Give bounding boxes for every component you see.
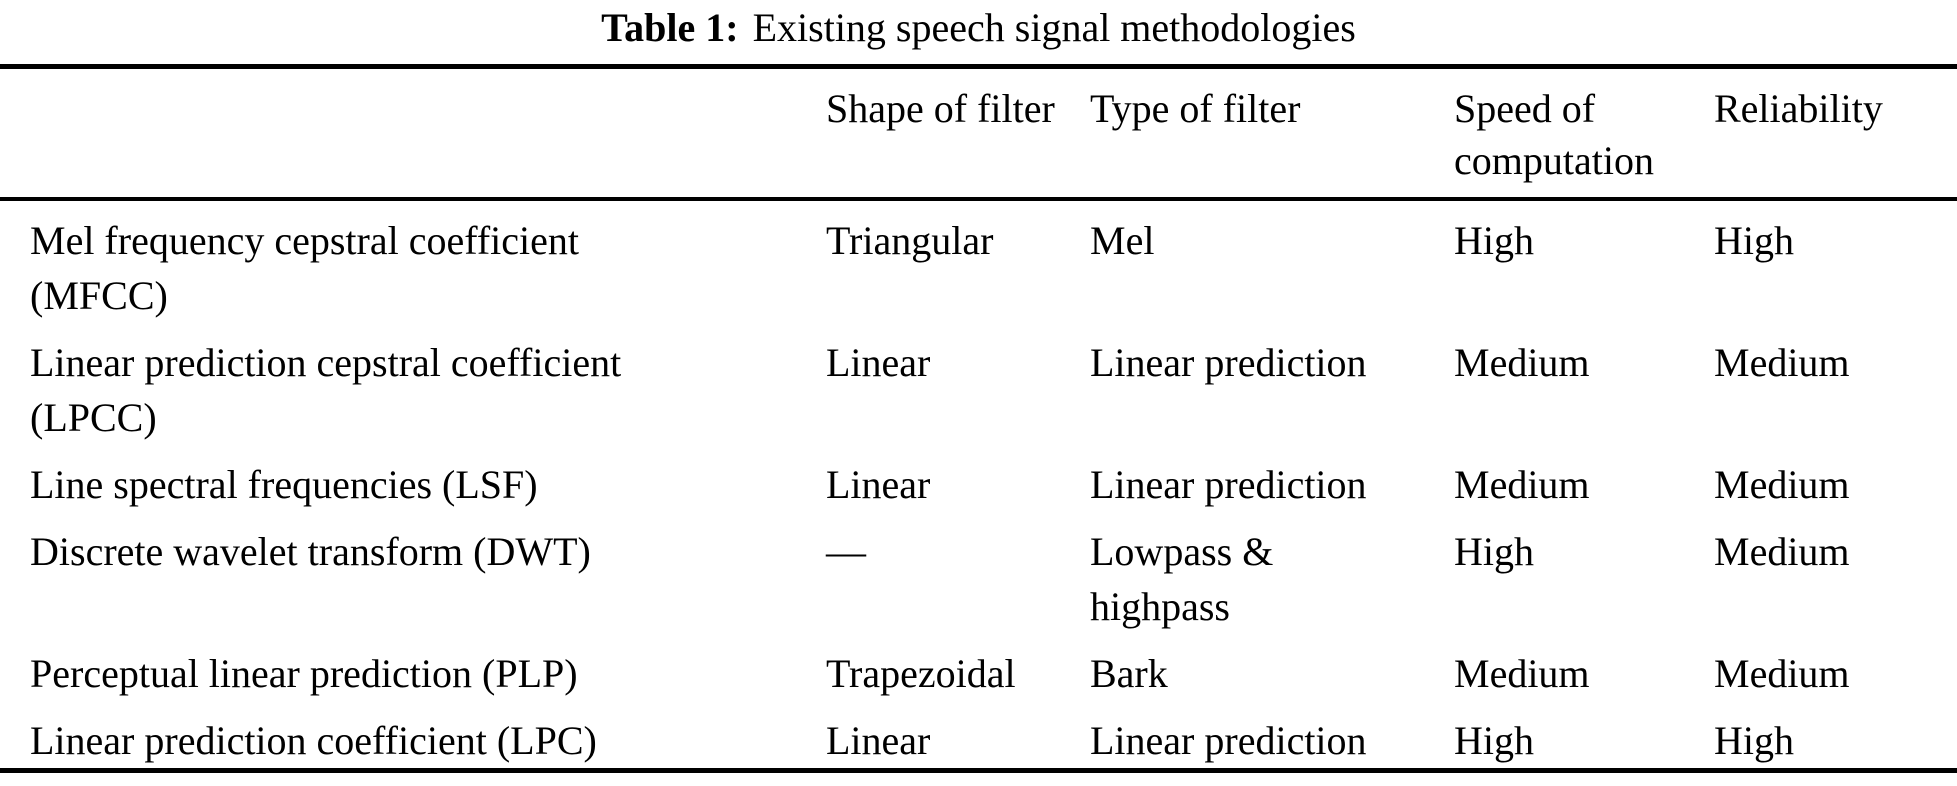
cell-line: Medium bbox=[1714, 462, 1850, 507]
type-cell bbox=[1090, 512, 1454, 634]
cell-line: Linear bbox=[826, 462, 931, 507]
cell-line: Trapezoidal bbox=[826, 651, 1016, 696]
shape-cell bbox=[826, 701, 1090, 771]
cell-line: Perceptual linear prediction (PLP) bbox=[30, 651, 578, 696]
method-cell bbox=[0, 512, 826, 634]
speed-cell bbox=[1454, 445, 1714, 512]
reliability-cell bbox=[1714, 445, 1957, 512]
cell-line: High bbox=[1714, 218, 1794, 263]
cell-line: Medium bbox=[1714, 340, 1850, 385]
shape-cell bbox=[826, 323, 1090, 445]
speed-cell bbox=[1454, 701, 1714, 771]
header-type-cell: Type of filter bbox=[1090, 86, 1301, 131]
reliability-cell bbox=[1714, 199, 1957, 323]
type-cell bbox=[1090, 445, 1454, 512]
cell-line: Lowpass & bbox=[1090, 529, 1274, 574]
type-cell bbox=[1090, 199, 1454, 323]
shape-cell bbox=[826, 445, 1090, 512]
table-row-mfcc bbox=[0, 199, 1957, 323]
cell-line: Linear prediction bbox=[1090, 340, 1367, 385]
cell-line: Bark bbox=[1090, 651, 1168, 696]
table-caption-label: Table 1: bbox=[601, 5, 739, 50]
method-cell bbox=[0, 199, 826, 323]
speed-cell bbox=[1454, 323, 1714, 445]
table-row-lsf bbox=[0, 445, 1957, 512]
table-row-lpc bbox=[0, 701, 1957, 771]
cell-line: Medium bbox=[1454, 651, 1590, 696]
table-caption-text: Existing speech signal methodologies bbox=[752, 5, 1356, 50]
reliability-cell bbox=[1714, 701, 1957, 771]
speed-cell bbox=[1454, 199, 1714, 323]
method-cell bbox=[0, 323, 826, 445]
cell-line: Mel bbox=[1090, 218, 1155, 263]
speed-cell bbox=[1454, 634, 1714, 701]
cell-line: — bbox=[826, 529, 866, 574]
reliability-cell bbox=[1714, 634, 1957, 701]
cell-line: (MFCC) bbox=[30, 273, 168, 318]
reliability-cell bbox=[1714, 323, 1957, 445]
cell-line: Medium bbox=[1714, 651, 1850, 696]
table-row-lpcc bbox=[0, 323, 1957, 445]
shape-cell bbox=[826, 199, 1090, 323]
cell-line: Linear prediction bbox=[1090, 462, 1367, 507]
header-speed-cell: Speed of computation bbox=[1454, 86, 1654, 183]
cell-line: Linear prediction coefficient (LPC) bbox=[30, 718, 597, 763]
method-cell bbox=[0, 445, 826, 512]
cell-line: Linear bbox=[826, 340, 931, 385]
type-cell bbox=[1090, 634, 1454, 701]
method-cell bbox=[0, 634, 826, 701]
speed-cell bbox=[1454, 512, 1714, 634]
header-method-cell bbox=[0, 67, 826, 200]
cell-line: Linear bbox=[826, 718, 931, 763]
cell-line: Linear prediction bbox=[1090, 718, 1367, 763]
type-cell bbox=[1090, 701, 1454, 771]
cell-line: Medium bbox=[1454, 340, 1590, 385]
table-row-dwt bbox=[0, 512, 1957, 634]
shape-cell bbox=[826, 634, 1090, 701]
cell-line: (LPCC) bbox=[30, 395, 157, 440]
table-caption bbox=[0, 0, 1957, 64]
method-cell bbox=[0, 701, 826, 771]
cell-line: Discrete wavelet transform (DWT) bbox=[30, 529, 591, 574]
cell-line: highpass bbox=[1090, 584, 1230, 629]
header-shape-cell: Shape of filter bbox=[826, 86, 1055, 131]
cell-line: Linear prediction cepstral coefficient bbox=[30, 340, 622, 385]
reliability-cell bbox=[1714, 512, 1957, 634]
cell-line: Mel frequency cepstral coefficient bbox=[30, 218, 579, 263]
cell-line: High bbox=[1454, 218, 1534, 263]
header-row bbox=[0, 67, 1957, 200]
header-reliability-cell: Reliability bbox=[1714, 86, 1883, 131]
table-row-plp bbox=[0, 634, 1957, 701]
cell-line: Triangular bbox=[826, 218, 994, 263]
cell-line: Medium bbox=[1454, 462, 1590, 507]
cell-line: Medium bbox=[1714, 529, 1850, 574]
cell-line: High bbox=[1714, 718, 1794, 763]
methodologies-table bbox=[0, 64, 1957, 773]
cell-line: Line spectral frequencies (LSF) bbox=[30, 462, 538, 507]
shape-cell bbox=[826, 512, 1090, 634]
cell-line: High bbox=[1454, 718, 1534, 763]
type-cell bbox=[1090, 323, 1454, 445]
cell-line: High bbox=[1454, 529, 1534, 574]
